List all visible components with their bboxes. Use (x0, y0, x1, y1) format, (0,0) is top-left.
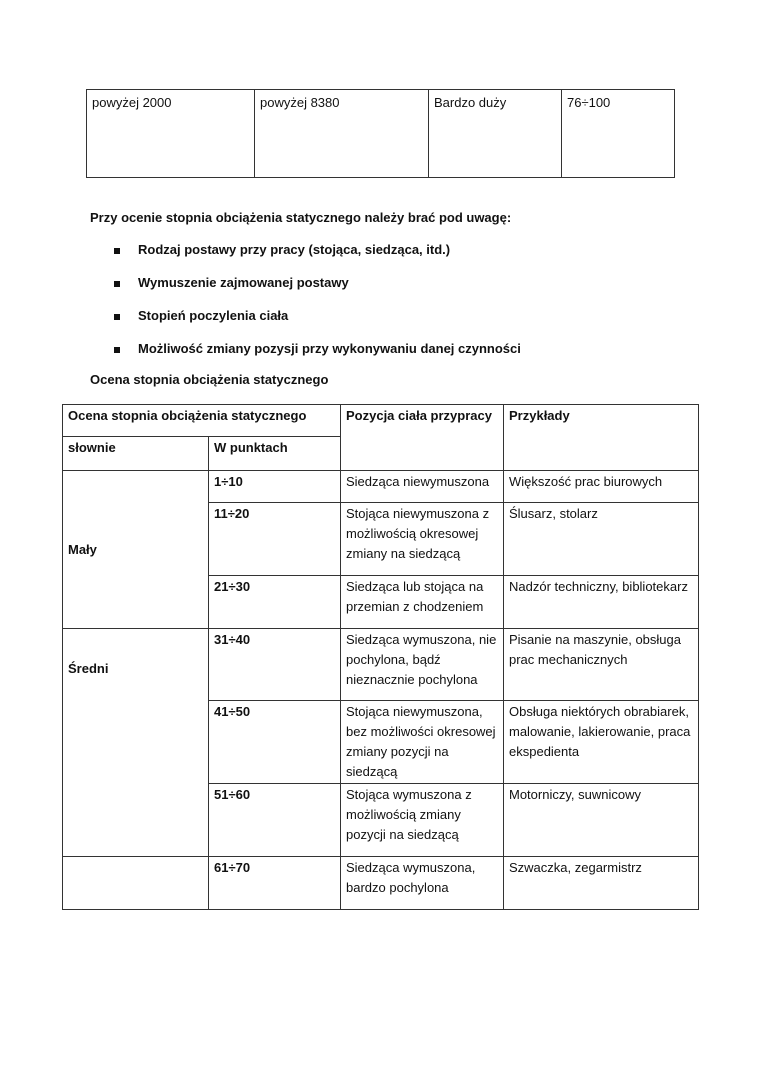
examples-cell: Motorniczy, suwnicowy (504, 784, 699, 857)
square-bullet-icon (114, 314, 120, 320)
table-row (63, 471, 699, 503)
points-cell: 51÷60 (209, 784, 341, 857)
position-cell: Siedząca wymuszona, bardzo pochylona (341, 857, 504, 910)
points-cell: 61÷70 (209, 857, 341, 910)
position-cell: Stojąca wymuszona z możliwością zmiany pozycji na siedzącą (341, 784, 504, 857)
points-cell: 41÷50 (209, 701, 341, 784)
position-cell: Stojąca niewymuszona z możliwością okresowej zmiany na siedzącą (341, 503, 504, 576)
intro-paragraph: Przy ocenie stopnia obciążenia statycznego należy brać pod uwagę: (90, 210, 512, 225)
examples-cell: Większość prac biurowych (504, 471, 699, 503)
section-title: Ocena stopnia obciążenia statycznego (90, 372, 329, 387)
level-cell (63, 857, 209, 910)
list-item: Stopień poczylenia ciała (112, 308, 521, 341)
top-table (86, 89, 675, 178)
table-row (63, 405, 699, 437)
position-cell: Siedząca niewymuszona (341, 471, 504, 503)
position-cell: Siedząca wymuszona, nie pochylona, bądź nieznacznie pochylona (341, 629, 504, 701)
table-row (63, 629, 699, 701)
points-cell: 1÷10 (209, 471, 341, 503)
position-cell: Siedząca lub stojąca na przemian z chodzeniem (341, 576, 504, 629)
list-item: Rodzaj postawy przy pracy (stojąca, siedząca, itd.) (112, 242, 521, 275)
table-cell: Bardzo duży (429, 90, 562, 178)
points-cell: 31÷40 (209, 629, 341, 701)
square-bullet-icon (114, 248, 120, 254)
header-cell: Ocena stopnia obciążenia statycznego (63, 405, 341, 437)
table-row (63, 857, 699, 910)
examples-cell: Ślusarz, stolarz (504, 503, 699, 576)
header-cell: W punktach (209, 437, 341, 471)
list-item: Możliwość zmiany pozysji przy wykonywaniu danej czynności (112, 341, 521, 374)
position-cell: Stojąca niewymuszona, bez możliwości okresowej zmiany pozycji na siedzącą (341, 701, 504, 784)
header-cell: Przykłady (504, 405, 699, 471)
table-cell: powyżej 2000 (87, 90, 255, 178)
level-cell: Mały (63, 471, 209, 629)
level-cell: Średni (63, 629, 209, 857)
examples-cell: Nadzór techniczny, bibliotekarz (504, 576, 699, 629)
examples-cell: Pisanie na maszynie, obsługa prac mechanicznych (504, 629, 699, 701)
square-bullet-icon (114, 281, 120, 287)
examples-cell: Obsługa niektórych obrabiarek, malowanie, lakierowanie, praca ekspedienta (504, 701, 699, 784)
table-cell: 76÷100 (562, 90, 675, 178)
points-cell: 21÷30 (209, 576, 341, 629)
points-cell: 11÷20 (209, 503, 341, 576)
header-cell: Pozycja ciała przypracy (341, 405, 504, 471)
criteria-list (112, 242, 521, 374)
header-cell: słownie (63, 437, 209, 471)
examples-cell: Szwaczka, zegarmistrz (504, 857, 699, 910)
table-row (87, 90, 675, 178)
static-load-table (62, 404, 699, 910)
table-cell: powyżej 8380 (255, 90, 429, 178)
square-bullet-icon (114, 347, 120, 353)
list-item: Wymuszenie zajmowanej postawy (112, 275, 521, 308)
